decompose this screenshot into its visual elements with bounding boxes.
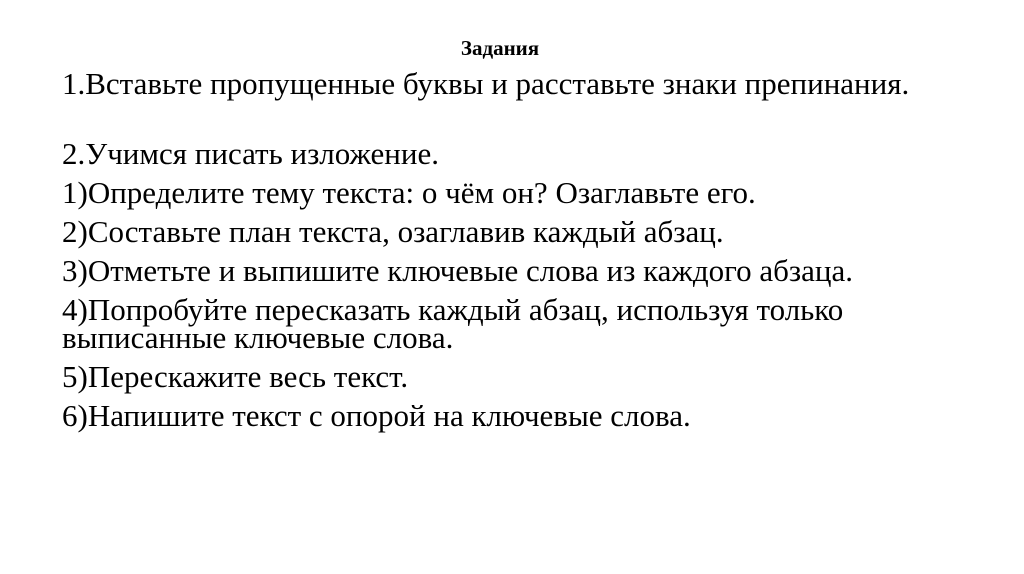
step-4: 4)Попробуйте пересказать каждый абзац, используя только выписанные ключевые слова.	[62, 292, 844, 355]
task-1: 1.Вставьте пропущенные буквы и расставьте знаки препинания.	[62, 66, 910, 101]
task-2: 2.Учимся писать изложение.	[62, 136, 439, 171]
slide-body	[62, 66, 962, 441]
step-1: 1)Определите тему текста: о чём он? Озаглавьте его.	[62, 175, 756, 210]
slide-title: Задания	[460, 36, 540, 60]
step-3: 3)Отметьте и выпишите ключевые слова из каждого абзаца.	[62, 253, 853, 288]
step-5: 5)Перескажите весь текст.	[62, 359, 409, 394]
step-6: 6)Напишите текст с опорой на ключевые слова.	[62, 398, 691, 433]
step-2: 2)Составьте план текста, озаглавив каждый абзац.	[62, 214, 724, 249]
